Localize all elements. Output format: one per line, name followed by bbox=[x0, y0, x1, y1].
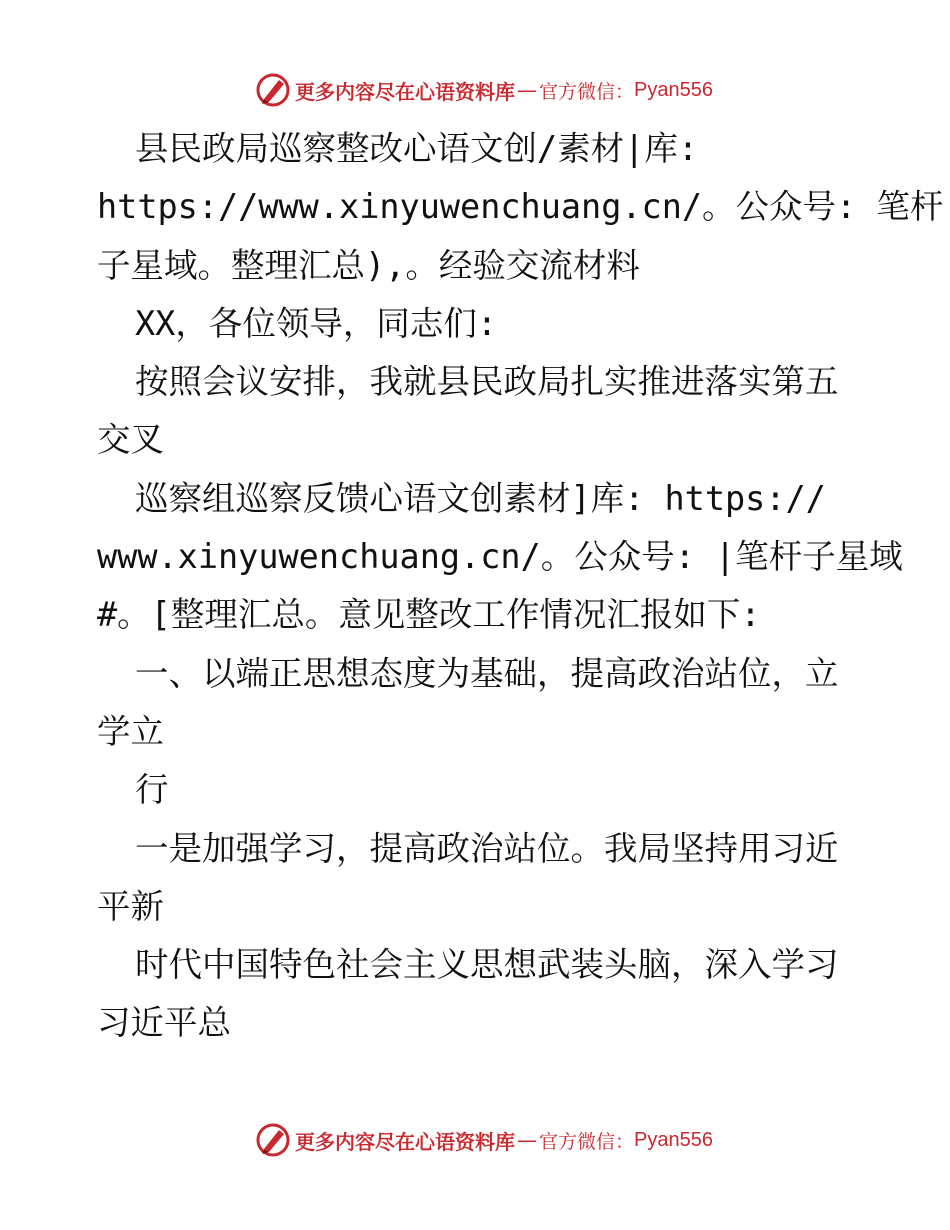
text-line: XX，各位领导，同志们: bbox=[135, 303, 498, 343]
text-line: 一、以端正思想态度为基础，提高政治站位，立 bbox=[135, 653, 839, 693]
watermark-dash: — bbox=[517, 78, 537, 102]
watermark-wechat-id: Pyan556 bbox=[634, 78, 713, 101]
watermark-wechat-id: Pyan556 bbox=[634, 1128, 713, 1151]
text-line: 县民政局巡察整改心语文创/素材|库: bbox=[135, 129, 699, 168]
text-line: 交叉 bbox=[97, 420, 164, 460]
text-line: 时代中国特色社会主义思想武装头脑，深入学习 bbox=[135, 945, 839, 985]
text-line: https://www.xinyuwenchuang.cn/。公众号: 笔杆 bbox=[97, 187, 944, 227]
watermark-brand: 更多内容尽在心语资料库 bbox=[295, 1129, 515, 1154]
text-line: 一是加强学习，提高政治站位。我局坚持用习近 bbox=[135, 828, 839, 868]
text-line: 平新 bbox=[97, 886, 164, 926]
text-line: 巡察组巡察反馈心语文创素材]库: https:// bbox=[135, 478, 826, 518]
text-line: www.xinyuwenchuang.cn/。公众号: |笔杆子星域 bbox=[97, 537, 903, 577]
pen-logo-icon bbox=[255, 72, 291, 108]
text-line: 子星域。整理汇总),。经验交流材料 bbox=[97, 245, 640, 285]
watermark-dash: — bbox=[517, 1128, 537, 1152]
text-line: #。[整理汇总。意见整改工作情况汇报如下: bbox=[97, 595, 761, 635]
watermark-brand: 更多内容尽在心语资料库 bbox=[295, 79, 515, 104]
pen-logo-icon bbox=[255, 1122, 291, 1158]
footer-watermark bbox=[0, 1120, 950, 1160]
text-line: 学立 bbox=[97, 711, 164, 751]
text-line: 行 bbox=[135, 770, 169, 810]
watermark-wechat-label: 官方微信： bbox=[539, 1130, 635, 1153]
text-line: 按照会议安排，我就县民政局扎实推进落实第五 bbox=[135, 362, 839, 402]
header-watermark bbox=[0, 70, 950, 110]
watermark-wechat-label: 官方微信： bbox=[539, 80, 635, 103]
document-body bbox=[97, 120, 944, 1053]
text-line: 习近平总 bbox=[97, 1003, 231, 1043]
